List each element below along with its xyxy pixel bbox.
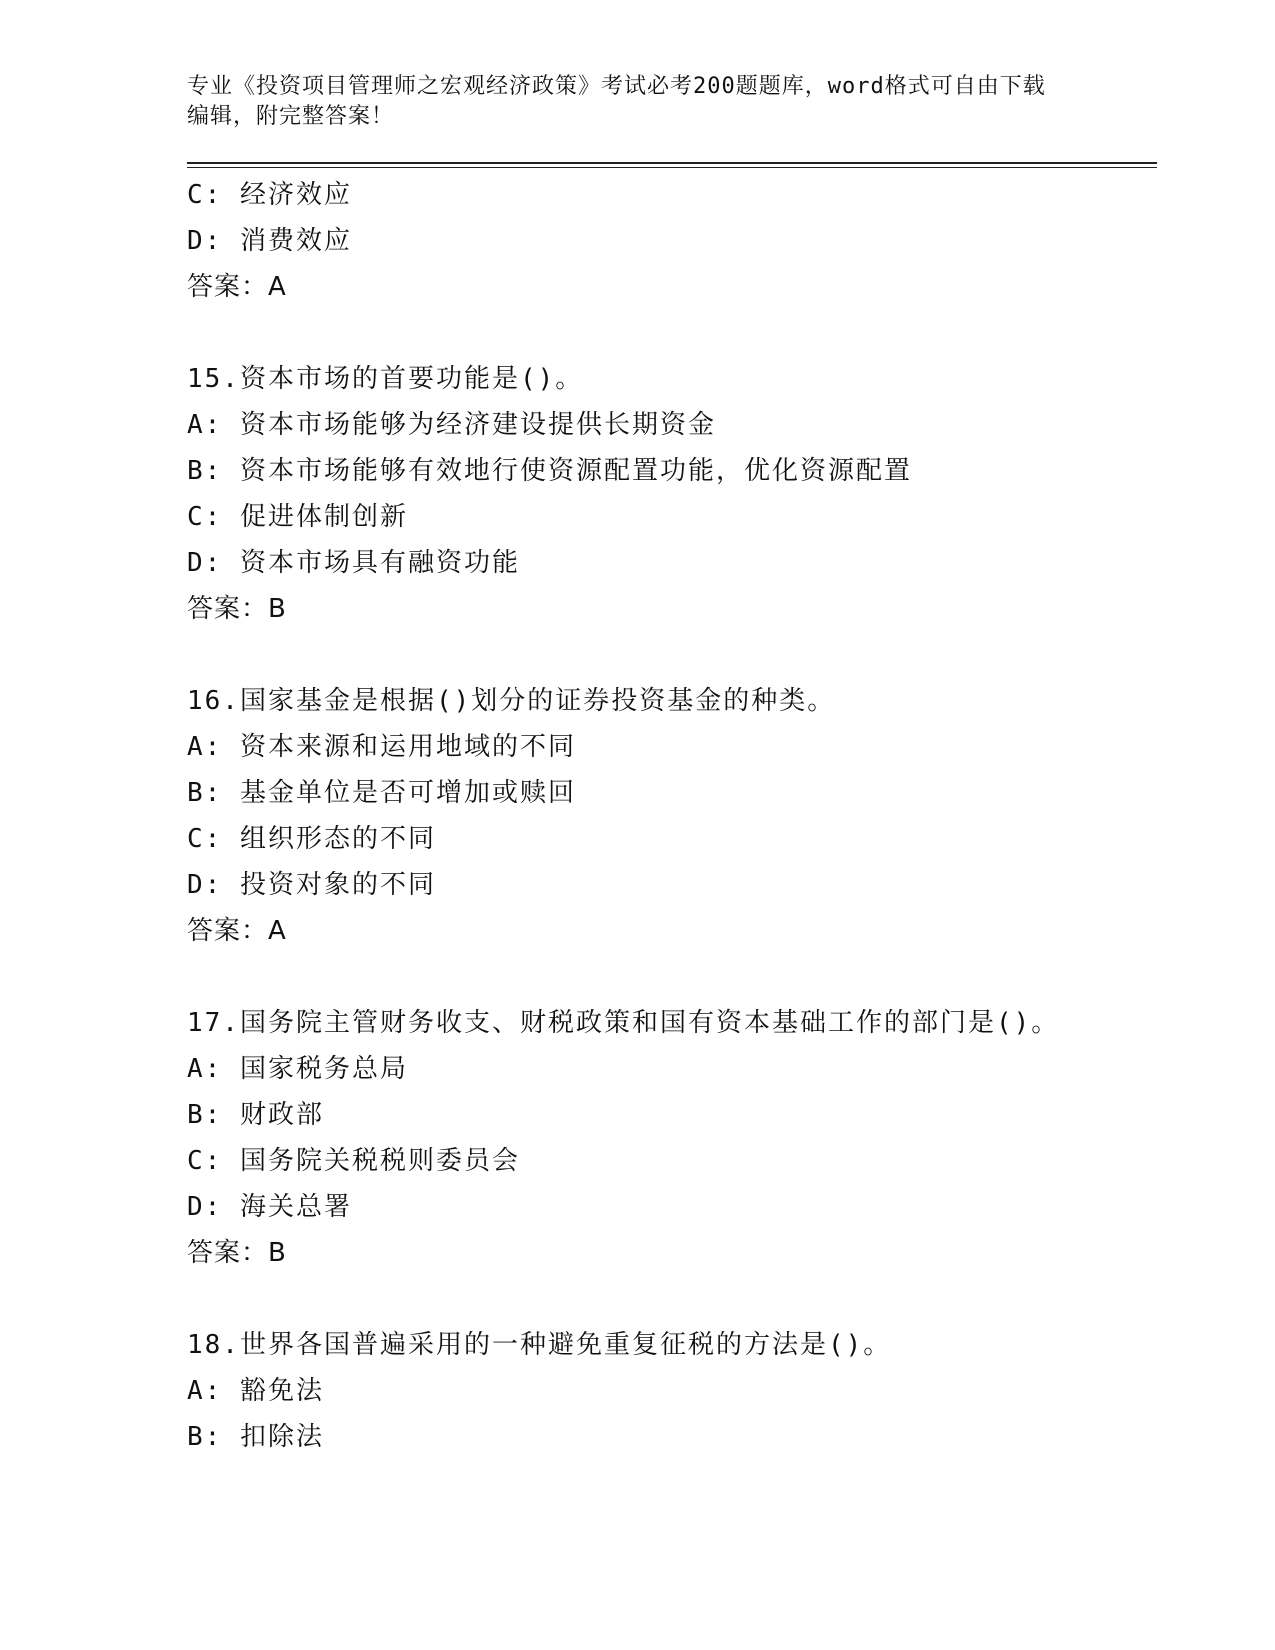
- option-d: D: 海关总署: [187, 1192, 352, 1222]
- answer-line: 答案：A: [187, 272, 287, 302]
- option-d: D: 消费效应: [187, 226, 352, 256]
- option-b: B: 基金单位是否可增加或赎回: [187, 778, 576, 808]
- option-c: C: 国务院关税税则委员会: [187, 1146, 520, 1176]
- question-stem: 15.资本市场的首要功能是()。: [187, 364, 584, 394]
- option-b: B: 扣除法: [187, 1422, 324, 1452]
- question-stem: 17.国务院主管财务收支、财税政策和国有资本基础工作的部门是()。: [187, 1008, 1060, 1038]
- option-c: C: 促进体制创新: [187, 502, 408, 532]
- question-stem: 18.世界各国普遍采用的一种避免重复征税的方法是()。: [187, 1330, 892, 1360]
- option-a: A: 资本市场能够为经济建设提供长期资金: [187, 410, 716, 440]
- answer-line: 答案：B: [187, 594, 287, 624]
- header-divider: [187, 162, 1157, 168]
- option-c: C: 组织形态的不同: [187, 824, 436, 854]
- answer-line: 答案：A: [187, 916, 287, 946]
- option-b: B: 财政部: [187, 1100, 324, 1130]
- option-d: D: 资本市场具有融资功能: [187, 548, 520, 578]
- question-list: [187, 172, 1157, 1460]
- question-stem: 16.国家基金是根据()划分的证券投资基金的种类。: [187, 686, 836, 716]
- option-c: C: 经济效应: [187, 180, 352, 210]
- document-header: 专业《投资项目管理师之宏观经济政策》考试必考200题题库，word格式可自由下载编辑，附完整答案！: [187, 74, 1046, 129]
- option-a: A: 国家税务总局: [187, 1054, 408, 1084]
- option-b: B: 资本市场能够有效地行使资源配置功能，优化资源配置: [187, 456, 912, 486]
- option-a: A: 资本来源和运用地域的不同: [187, 732, 576, 762]
- document-page: [187, 72, 1157, 1460]
- option-a: A: 豁免法: [187, 1376, 324, 1406]
- answer-line: 答案：B: [187, 1238, 287, 1268]
- option-d: D: 投资对象的不同: [187, 870, 436, 900]
